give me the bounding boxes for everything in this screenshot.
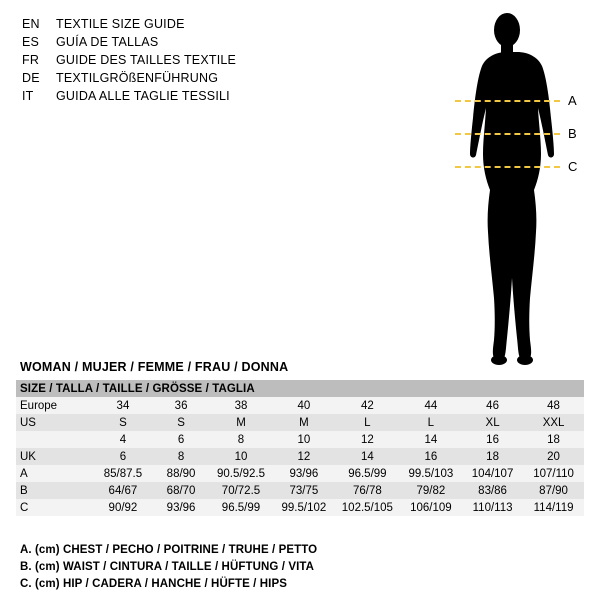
language-code-fr: FR: [22, 53, 40, 67]
measurement-line-c: [455, 166, 560, 168]
language-row-en: [22, 17, 342, 35]
cell: 34: [93, 397, 153, 414]
cell: 110/113: [462, 499, 523, 516]
cell: 99.5/103: [400, 465, 462, 482]
table-header-label: SIZE / TALLA / TAILLE / GRÖSSE / TAGLIA: [16, 380, 584, 397]
cell: L: [335, 414, 400, 431]
measurement-notes: [20, 542, 580, 593]
measurement-line-b: [455, 133, 560, 135]
cell: 12: [335, 431, 400, 448]
size-table-wrap: [16, 380, 584, 516]
table-row: [16, 397, 584, 414]
cell: 68/70: [153, 482, 209, 499]
row-label-us-numeric: [16, 431, 93, 448]
cell: 102.5/105: [335, 499, 400, 516]
cell: 90/92: [93, 499, 153, 516]
language-text-es: GUÍA DE TALLAS: [56, 35, 159, 49]
cell: 106/109: [400, 499, 462, 516]
row-label-c: C: [16, 499, 93, 516]
cell: 44: [400, 397, 462, 414]
cell: M: [273, 414, 335, 431]
cell: 88/90: [153, 465, 209, 482]
language-row-es: [22, 35, 342, 53]
cell: 16: [462, 431, 523, 448]
cell: M: [209, 414, 273, 431]
cell: 36: [153, 397, 209, 414]
language-row-fr: [22, 53, 342, 71]
cell: 4: [93, 431, 153, 448]
language-text-fr: GUIDE DES TAILLES TEXTILE: [56, 53, 237, 67]
language-text-de: TEXTILGRÖßENFÜHRUNG: [56, 71, 219, 85]
row-label-a: A: [16, 465, 93, 482]
cell: S: [93, 414, 153, 431]
cell: 46: [462, 397, 523, 414]
cell: L: [400, 414, 462, 431]
cell: 14: [335, 448, 400, 465]
cell: 16: [400, 448, 462, 465]
cell: 79/82: [400, 482, 462, 499]
measurement-label-a: A: [568, 93, 577, 108]
cell: 83/86: [462, 482, 523, 499]
measurement-line-a: [455, 100, 560, 102]
table-row: [16, 448, 584, 465]
language-row-de: [22, 71, 342, 89]
table-row: [16, 431, 584, 448]
cell: 18: [523, 431, 584, 448]
language-row-it: [22, 89, 342, 107]
cell: 40: [273, 397, 335, 414]
cell: 6: [153, 431, 209, 448]
cell: 73/75: [273, 482, 335, 499]
language-code-de: DE: [22, 71, 40, 85]
cell: 107/110: [523, 465, 584, 482]
cell: 48: [523, 397, 584, 414]
row-label-europe: Europe: [16, 397, 93, 414]
measurement-label-c: C: [568, 159, 578, 174]
row-label-uk: UK: [16, 448, 93, 465]
cell: 85/87.5: [93, 465, 153, 482]
cell: 87/90: [523, 482, 584, 499]
table-caption: WOMAN / MUJER / FEMME / FRAU / DONNA: [20, 360, 289, 374]
language-code-it: IT: [22, 89, 34, 103]
cell: 6: [93, 448, 153, 465]
cell: 93/96: [153, 499, 209, 516]
language-text-en: TEXTILE SIZE GUIDE: [56, 17, 185, 31]
cell: 96.5/99: [335, 465, 400, 482]
row-label-us: US: [16, 414, 93, 431]
note-b: B. (cm) WAIST / CINTURA / TAILLE / HÜFTUNG / VITA: [20, 561, 315, 573]
cell: 114/119: [523, 499, 584, 516]
cell: XL: [462, 414, 523, 431]
cell: 12: [273, 448, 335, 465]
measurement-label-b: B: [568, 126, 577, 141]
language-text-it: GUIDA ALLE TAGLIE TESSILI: [56, 89, 230, 103]
cell: 64/67: [93, 482, 153, 499]
cell: XXL: [523, 414, 584, 431]
table-header-row: [16, 380, 584, 397]
cell: 104/107: [462, 465, 523, 482]
cell: 10: [273, 431, 335, 448]
cell: 10: [209, 448, 273, 465]
cell: S: [153, 414, 209, 431]
table-row: [16, 499, 584, 516]
row-label-b: B: [16, 482, 93, 499]
note-a: A. (cm) CHEST / PECHO / POITRINE / TRUHE / PETTO: [20, 544, 318, 556]
cell: 96.5/99: [209, 499, 273, 516]
note-c: C. (cm) HIP / CADERA / HANCHE / HÜFTE / HIPS: [20, 578, 288, 590]
cell: 42: [335, 397, 400, 414]
cell: 90.5/92.5: [209, 465, 273, 482]
cell: 70/72.5: [209, 482, 273, 499]
female-body-silhouette: [438, 8, 588, 368]
cell: 76/78: [335, 482, 400, 499]
cell: 18: [462, 448, 523, 465]
cell: 99.5/102: [273, 499, 335, 516]
cell: 8: [209, 431, 273, 448]
language-code-en: EN: [22, 17, 40, 31]
language-code-es: ES: [22, 35, 40, 49]
size-table: [16, 380, 584, 516]
language-header-block: [22, 17, 342, 107]
table-row: [16, 482, 584, 499]
cell: 20: [523, 448, 584, 465]
table-row: [16, 465, 584, 482]
cell: 14: [400, 431, 462, 448]
cell: 8: [153, 448, 209, 465]
cell: 93/96: [273, 465, 335, 482]
cell: 38: [209, 397, 273, 414]
table-row: [16, 414, 584, 431]
